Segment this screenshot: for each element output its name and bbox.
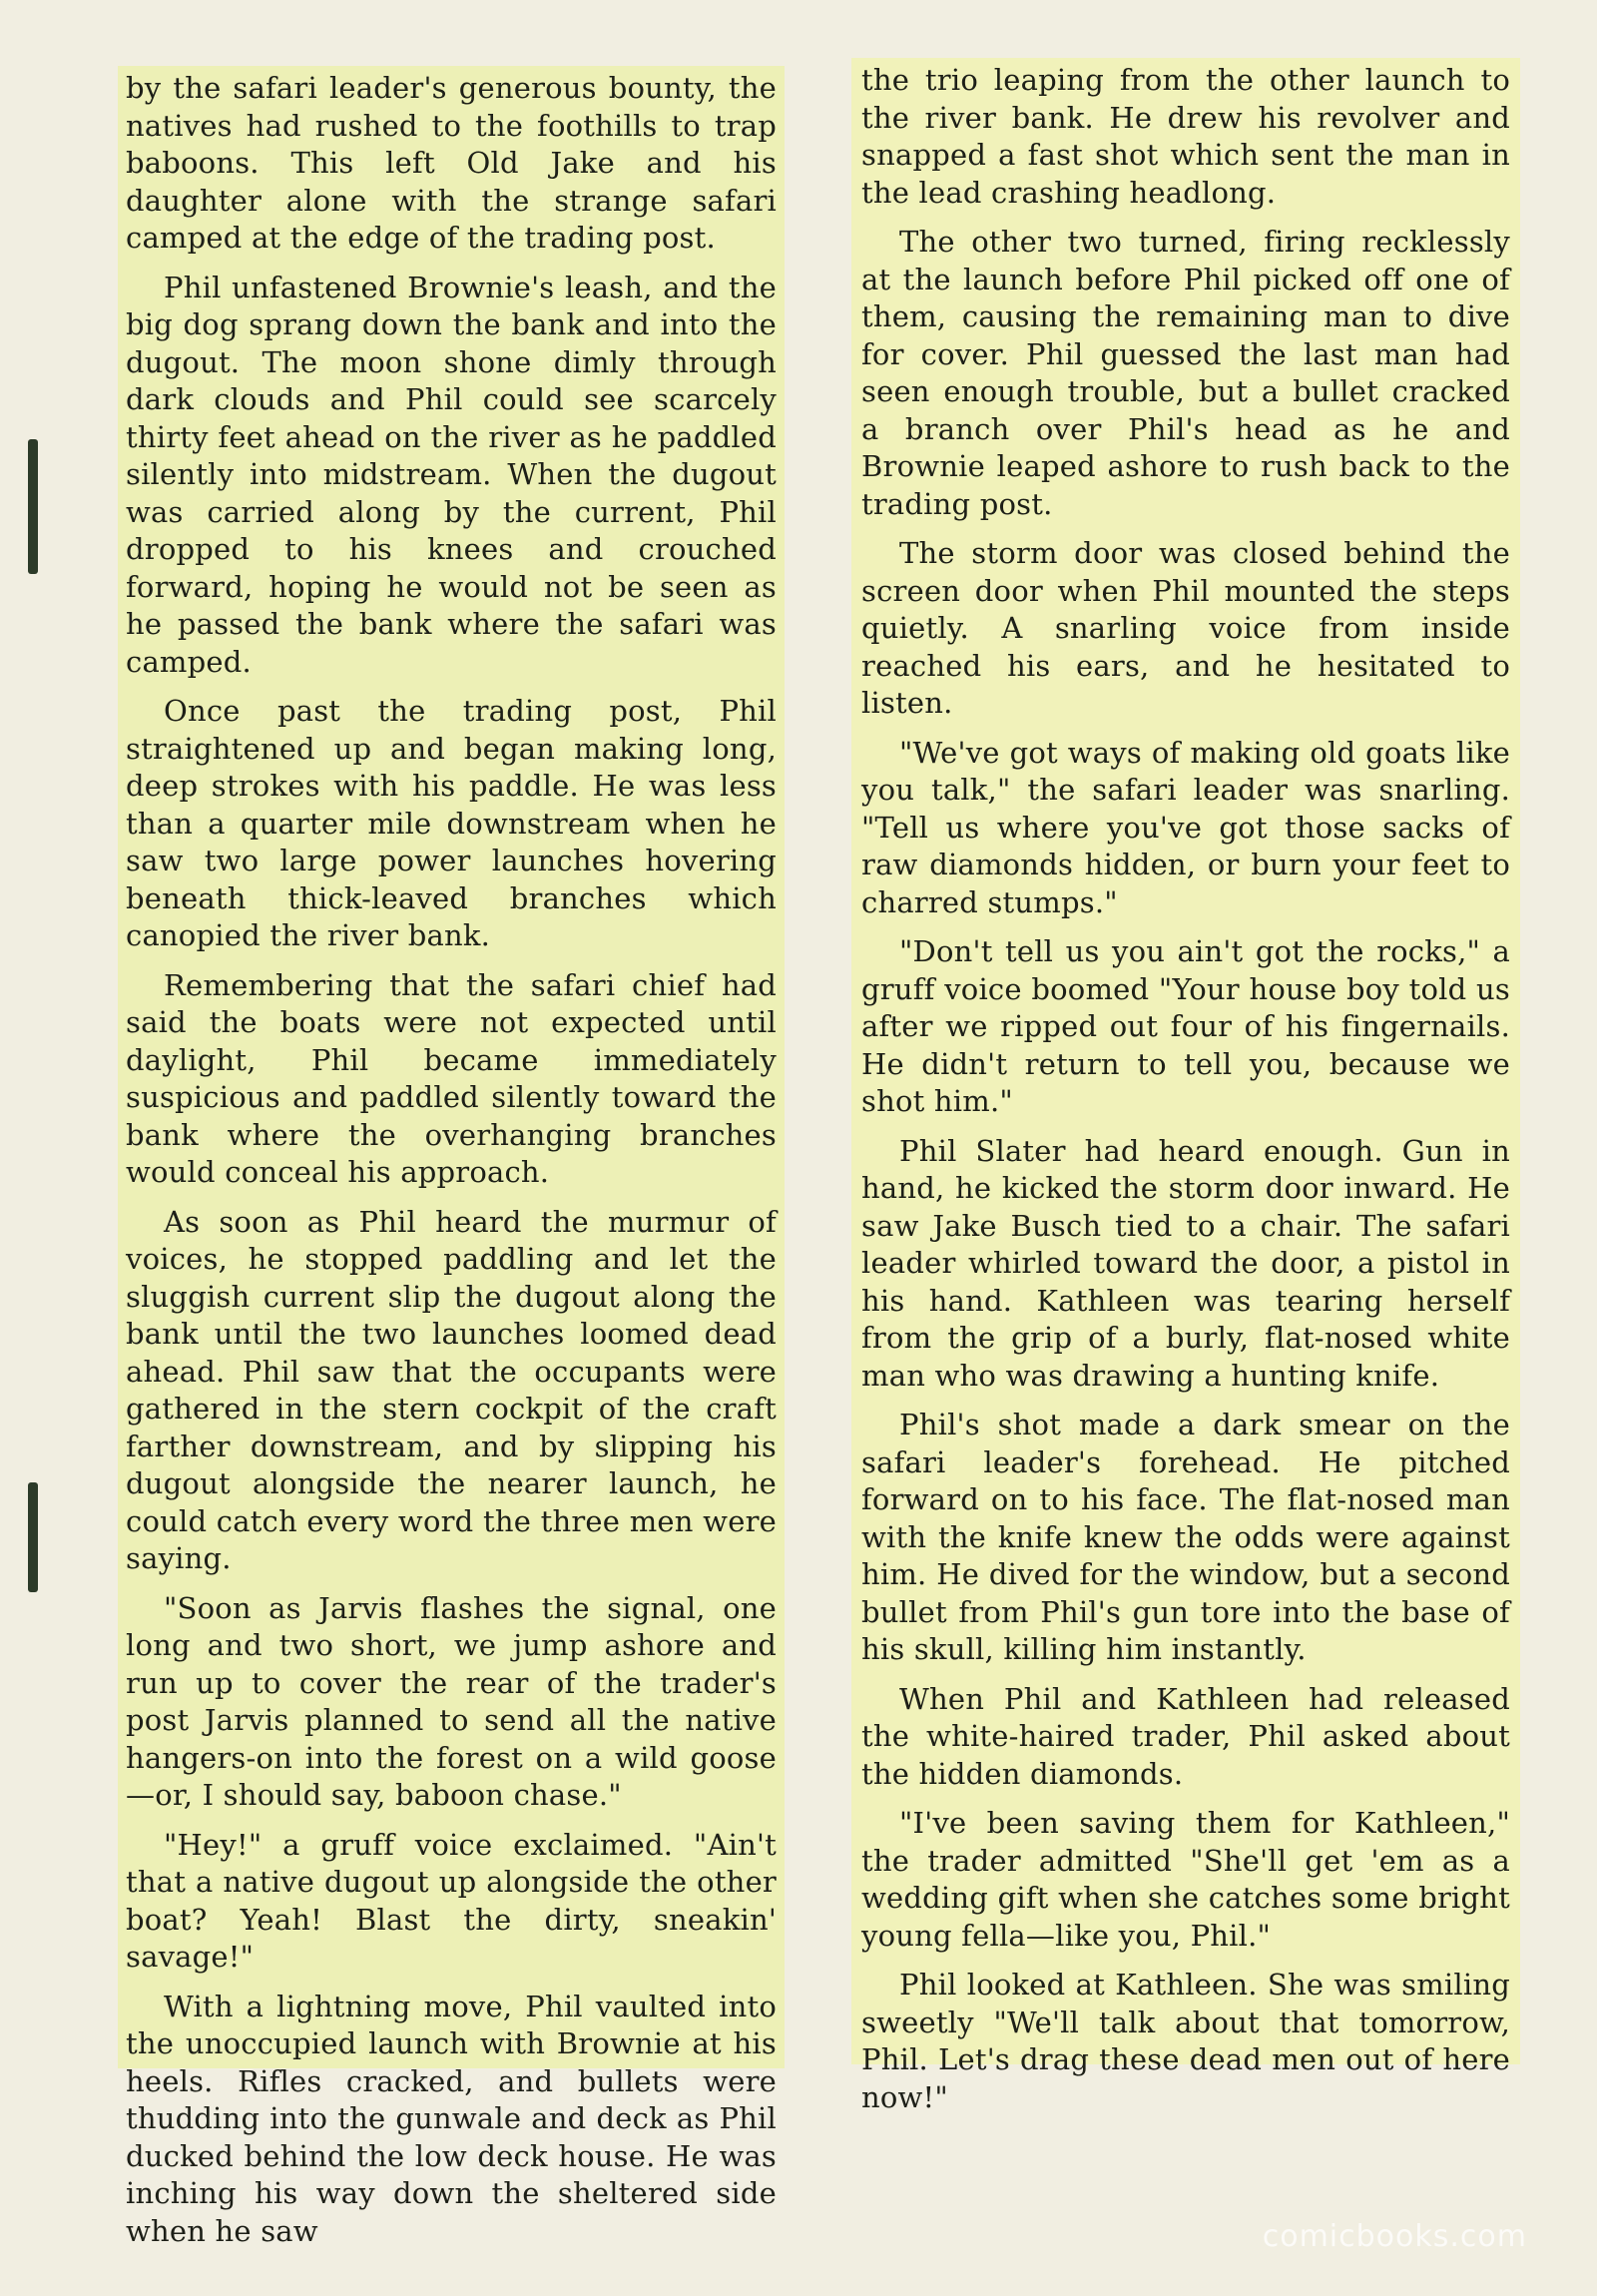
- paragraph: "Don't tell us you ain't got the rocks," a gruff voice boomed "Your house boy told us after we ripped out four of his fingernails. He didn't return to tell you, because we shot him.": [861, 934, 1510, 1118]
- right-column: [851, 58, 1520, 2114]
- paragraph: "I've been saving them for Kathleen," the trader admitted "She'll get 'em as a wedding gift when she catches some bright young fella—like you, Phil.": [861, 1806, 1510, 1953]
- paragraph: With a lightning move, Phil vaulted into the unoccupied launch with Brownie at his heels. Rifles cracked, and bullets were thudding into the gunwale and deck as Phil ducked behind the low deck house. He was inching his way down the sheltered side when he saw: [126, 1989, 777, 2248]
- watermark: comicbooks.com: [1262, 2219, 1527, 2254]
- paragraph: "Soon as Jarvis flashes the signal, one long and two short, we jump ashore and run up to cover the rear of the trader's post Jarvis planned to send all the native hangers-on into the forest on a wild goose—or, I should say, baboon chase.": [126, 1590, 777, 1812]
- paragraph: The storm door was closed behind the screen door when Phil mounted the steps quietly. A snarling voice from inside reached his ears, and he hesitated to listen.: [861, 536, 1510, 720]
- left-column: [118, 66, 785, 2248]
- paragraph: Phil Slater had heard enough. Gun in hand, he kicked the storm door inward. He saw Jake Busch tied to a chair. The safari leader whirled toward the door, a pistol in his hand. Kathleen was tearing herself from the grip of a burly, flat-nosed white man who was drawing a hunting knife.: [861, 1133, 1510, 1393]
- paragraph: by the safari leader's generous bounty, the natives had rushed to the foothills to trap baboons. This left Old Jake and his daughter alone with the strange safari camped at the edge of the trading post.: [126, 71, 777, 255]
- paragraph: Phil's shot made a dark smear on the safari leader's forehead. He pitched forward on to his face. The flat-nosed man with the knife knew the odds were against him. He dived for the window, but a second bullet from Phil's gun tore into the base of his skull, killing him instantly.: [861, 1408, 1510, 1666]
- paragraph: "We've got ways of making old goats like you talk," the safari leader was snarling. "Tell us where you've got those sacks of raw diamonds hidden, or burn your feet to charred stumps.": [861, 735, 1510, 919]
- paragraph: the trio leaping from the other launch to the river bank. He drew his revolver and snapped a fast shot which sent the man in the lead crashing headlong.: [861, 63, 1510, 210]
- paragraph: Phil looked at Kathleen. She was smiling sweetly "We'll talk about that tomorrow, Phil. Let's drag these dead men out of here now!": [861, 1968, 1510, 2114]
- paragraph: "Hey!" a gruff voice exclaimed. "Ain't that a native dugout up alongside the other boat? Yeah! Blast the dirty, sneakin' savage!": [126, 1827, 777, 1974]
- paragraph: As soon as Phil heard the murmur of voices, he stopped paddling and let the sluggish current slip the dugout along the bank until the two launches loomed dead ahead. Phil saw that the occupants were gathered in the stern cockpit of the craft farther downstream, and by slipping his dugout alongside the nearer launch, he could catch every word the three men were saying.: [126, 1204, 777, 1575]
- paragraph: The other two turned, firing recklessly at the launch before Phil picked off one of them, causing the remaining man to dive for cover. Phil guessed the last man had seen enough trouble, but a bullet cracked a branch over Phil's head as he and Brownie leaped ashore to rush back to the trading post.: [861, 225, 1510, 521]
- paragraph: Phil unfastened Brownie's leash, and the big dog sprang down the bank and into the dugout. The moon shone dimly through dark clouds and Phil could see scarcely thirty feet ahead on the river as he paddled silently into midstream. When the dugout was carried along by the current, Phil dropped to his knees and crouched forward, hoping he would not be seen as he passed the bank where the safari was camped.: [126, 270, 777, 679]
- paragraph: Remembering that the safari chief had said the boats were not expected until daylight, Phil became immediately suspicious and paddled silently toward the bank where the overhanging branches would conceal his approach.: [126, 967, 777, 1189]
- paragraph: Once past the trading post, Phil straightened up and began making long, deep strokes with his paddle. He was less than a quarter mile downstream when he saw two large power launches hovering beneath thick-leaved branches which canopied the river bank.: [126, 694, 777, 952]
- staple-top: [28, 439, 38, 574]
- staple-bottom: [28, 1482, 38, 1592]
- paragraph: When Phil and Kathleen had released the white-haired trader, Phil asked about the hidden diamonds.: [861, 1681, 1510, 1791]
